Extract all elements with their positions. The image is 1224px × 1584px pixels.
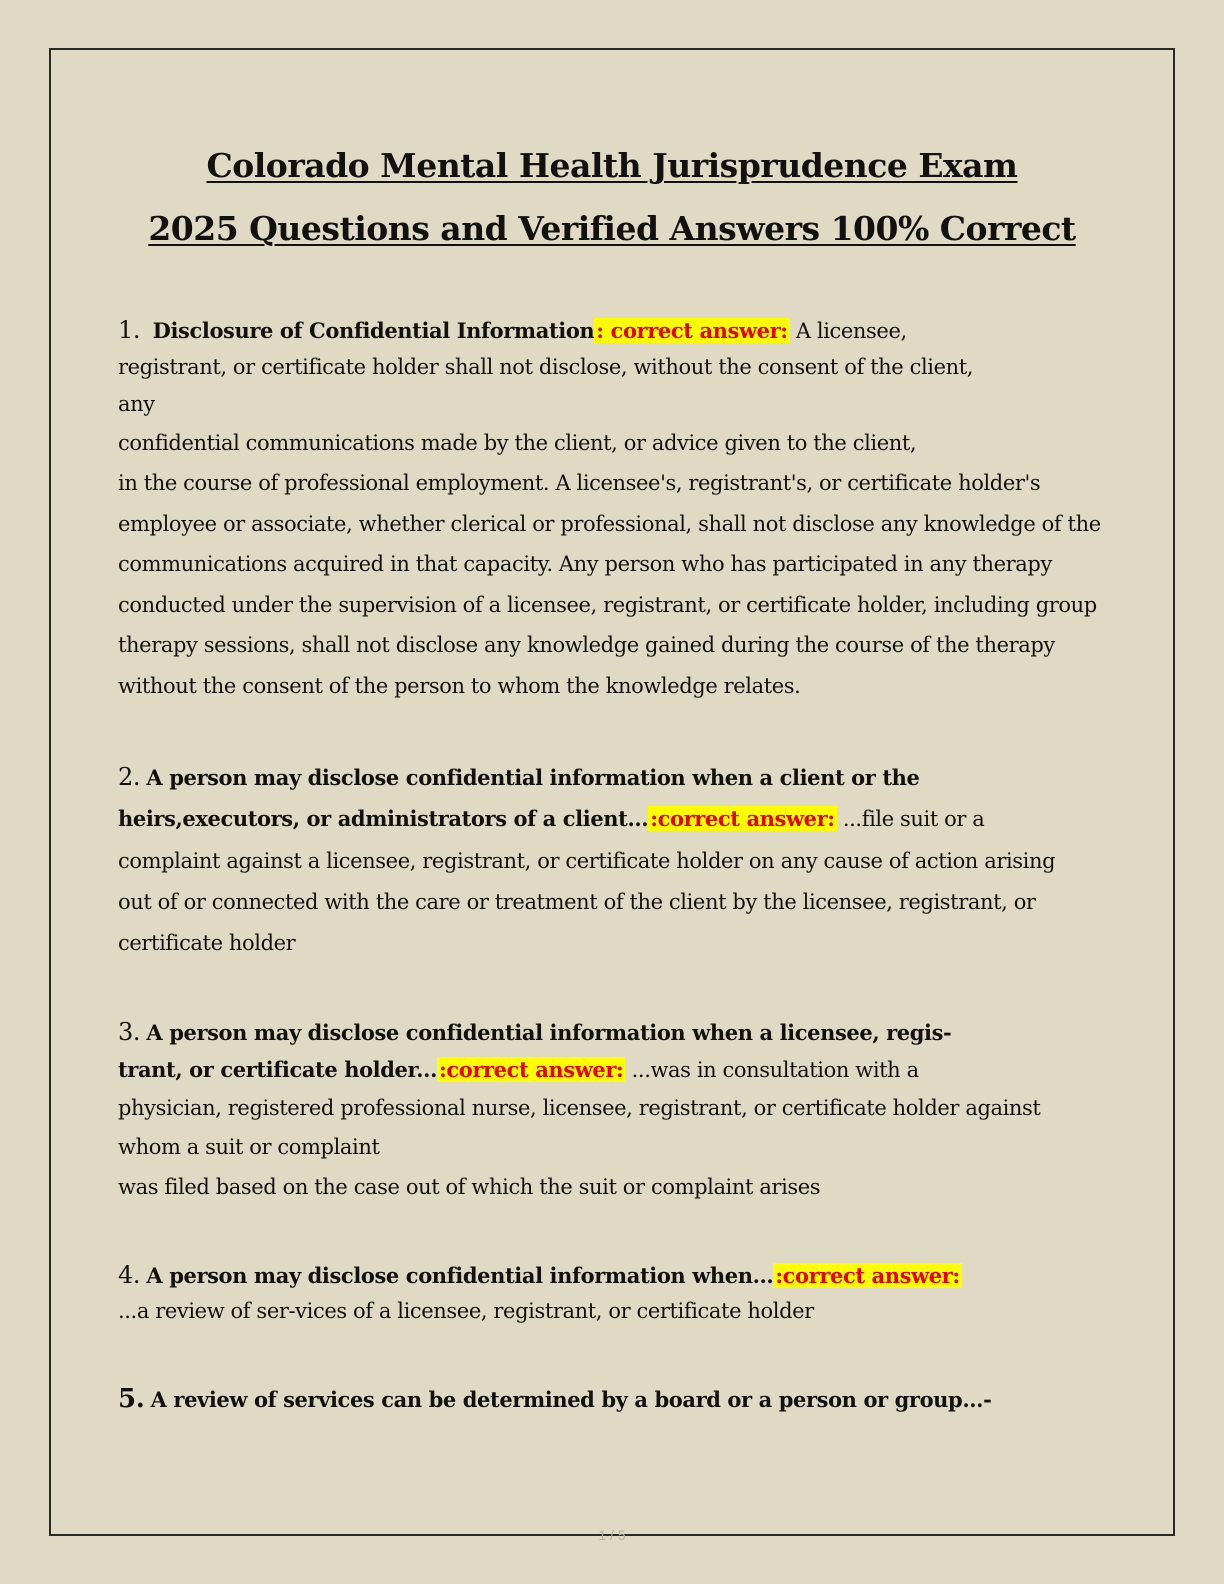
- answer-line: was filed based on the case out of which the suit or complaint arises: [118, 1175, 821, 1199]
- correct-answer-label: : correct answer:: [596, 318, 788, 343]
- question-text: heirs,executors, or administrators of a client...: [118, 806, 649, 831]
- correct-answer-label: :correct answer:: [775, 1263, 960, 1288]
- question-text: trant, or certificate holder...: [118, 1057, 437, 1082]
- question-4: [118, 1256, 1118, 1328]
- answer-line: registrant, or certificate holder shall not disclose, without the consent of the client,: [118, 355, 974, 379]
- correct-answer-label: :correct answer:: [438, 1057, 624, 1082]
- question-text: A review of services can be determined by a board or a person or group...-: [150, 1387, 992, 1412]
- answer-text: A licensee,: [789, 319, 907, 343]
- answer-text: ...was in consultation with a: [625, 1058, 919, 1082]
- question-number: 3.: [118, 1018, 141, 1046]
- question-text: A person may disclose confidential information when a client or the: [146, 765, 920, 790]
- question-text: Disclosure of Confidential Information: [152, 318, 595, 343]
- question-number: 1.: [118, 316, 141, 344]
- answer-line: whom a suit or complaint: [118, 1135, 380, 1159]
- answer-line: certificate holder: [118, 931, 296, 955]
- question-2: [118, 756, 1118, 964]
- answer-line: confidential communications made by the client, or advice given to the client,: [118, 431, 917, 455]
- answer-text: ...file suit or a: [836, 807, 985, 831]
- answer-line: conducted under the supervision of a licensee, registrant, or certificate holder, including group: [118, 593, 1097, 617]
- answer-line: any: [118, 392, 155, 416]
- question-number: 2.: [118, 763, 141, 791]
- answer-line: communications acquired in that capacity. Any person who has participated in any therapy: [118, 552, 1052, 576]
- answer-line: in the course of professional employment. A licensee's, registrant's, or certificate holder's: [118, 471, 1041, 495]
- answer-line: therapy sessions, shall not disclose any knowledge gained during the course of the therapy: [118, 633, 1055, 657]
- answer-line: without the consent of the person to whom the knowledge relates.: [118, 674, 801, 698]
- correct-answer-label: :correct answer:: [650, 806, 835, 831]
- question-3: [118, 1013, 1118, 1207]
- question-text: A person may disclose confidential information when...: [146, 1263, 774, 1288]
- document-title-line-2: 2025 Questions and Verified Answers 100% Correct: [148, 209, 1076, 248]
- answer-line: ...a review of ser-vices of a licensee, registrant, or certificate holder: [118, 1299, 814, 1323]
- question-1: [118, 312, 1118, 706]
- page-number: 1 / 5: [598, 1527, 626, 1543]
- answer-line: employee or associate, whether clerical or professional, shall not disclose any knowledge of the: [118, 512, 1101, 536]
- question-text: A person may disclose confidential information when a licensee, regis-: [146, 1020, 952, 1045]
- document-title-line-1: Colorado Mental Health Jurisprudence Exam: [206, 146, 1018, 185]
- question-number: 4.: [118, 1261, 141, 1289]
- question-5: [118, 1380, 1118, 1418]
- answer-line: physician, registered professional nurse, licensee, registrant, or certificate holder against: [118, 1096, 1041, 1120]
- question-number: 5.: [118, 1384, 145, 1414]
- answer-line: out of or connected with the care or treatment of the client by the licensee, registrant, or: [118, 890, 1036, 914]
- answer-line: complaint against a licensee, registrant, or certificate holder on any cause of action arising: [118, 849, 1056, 873]
